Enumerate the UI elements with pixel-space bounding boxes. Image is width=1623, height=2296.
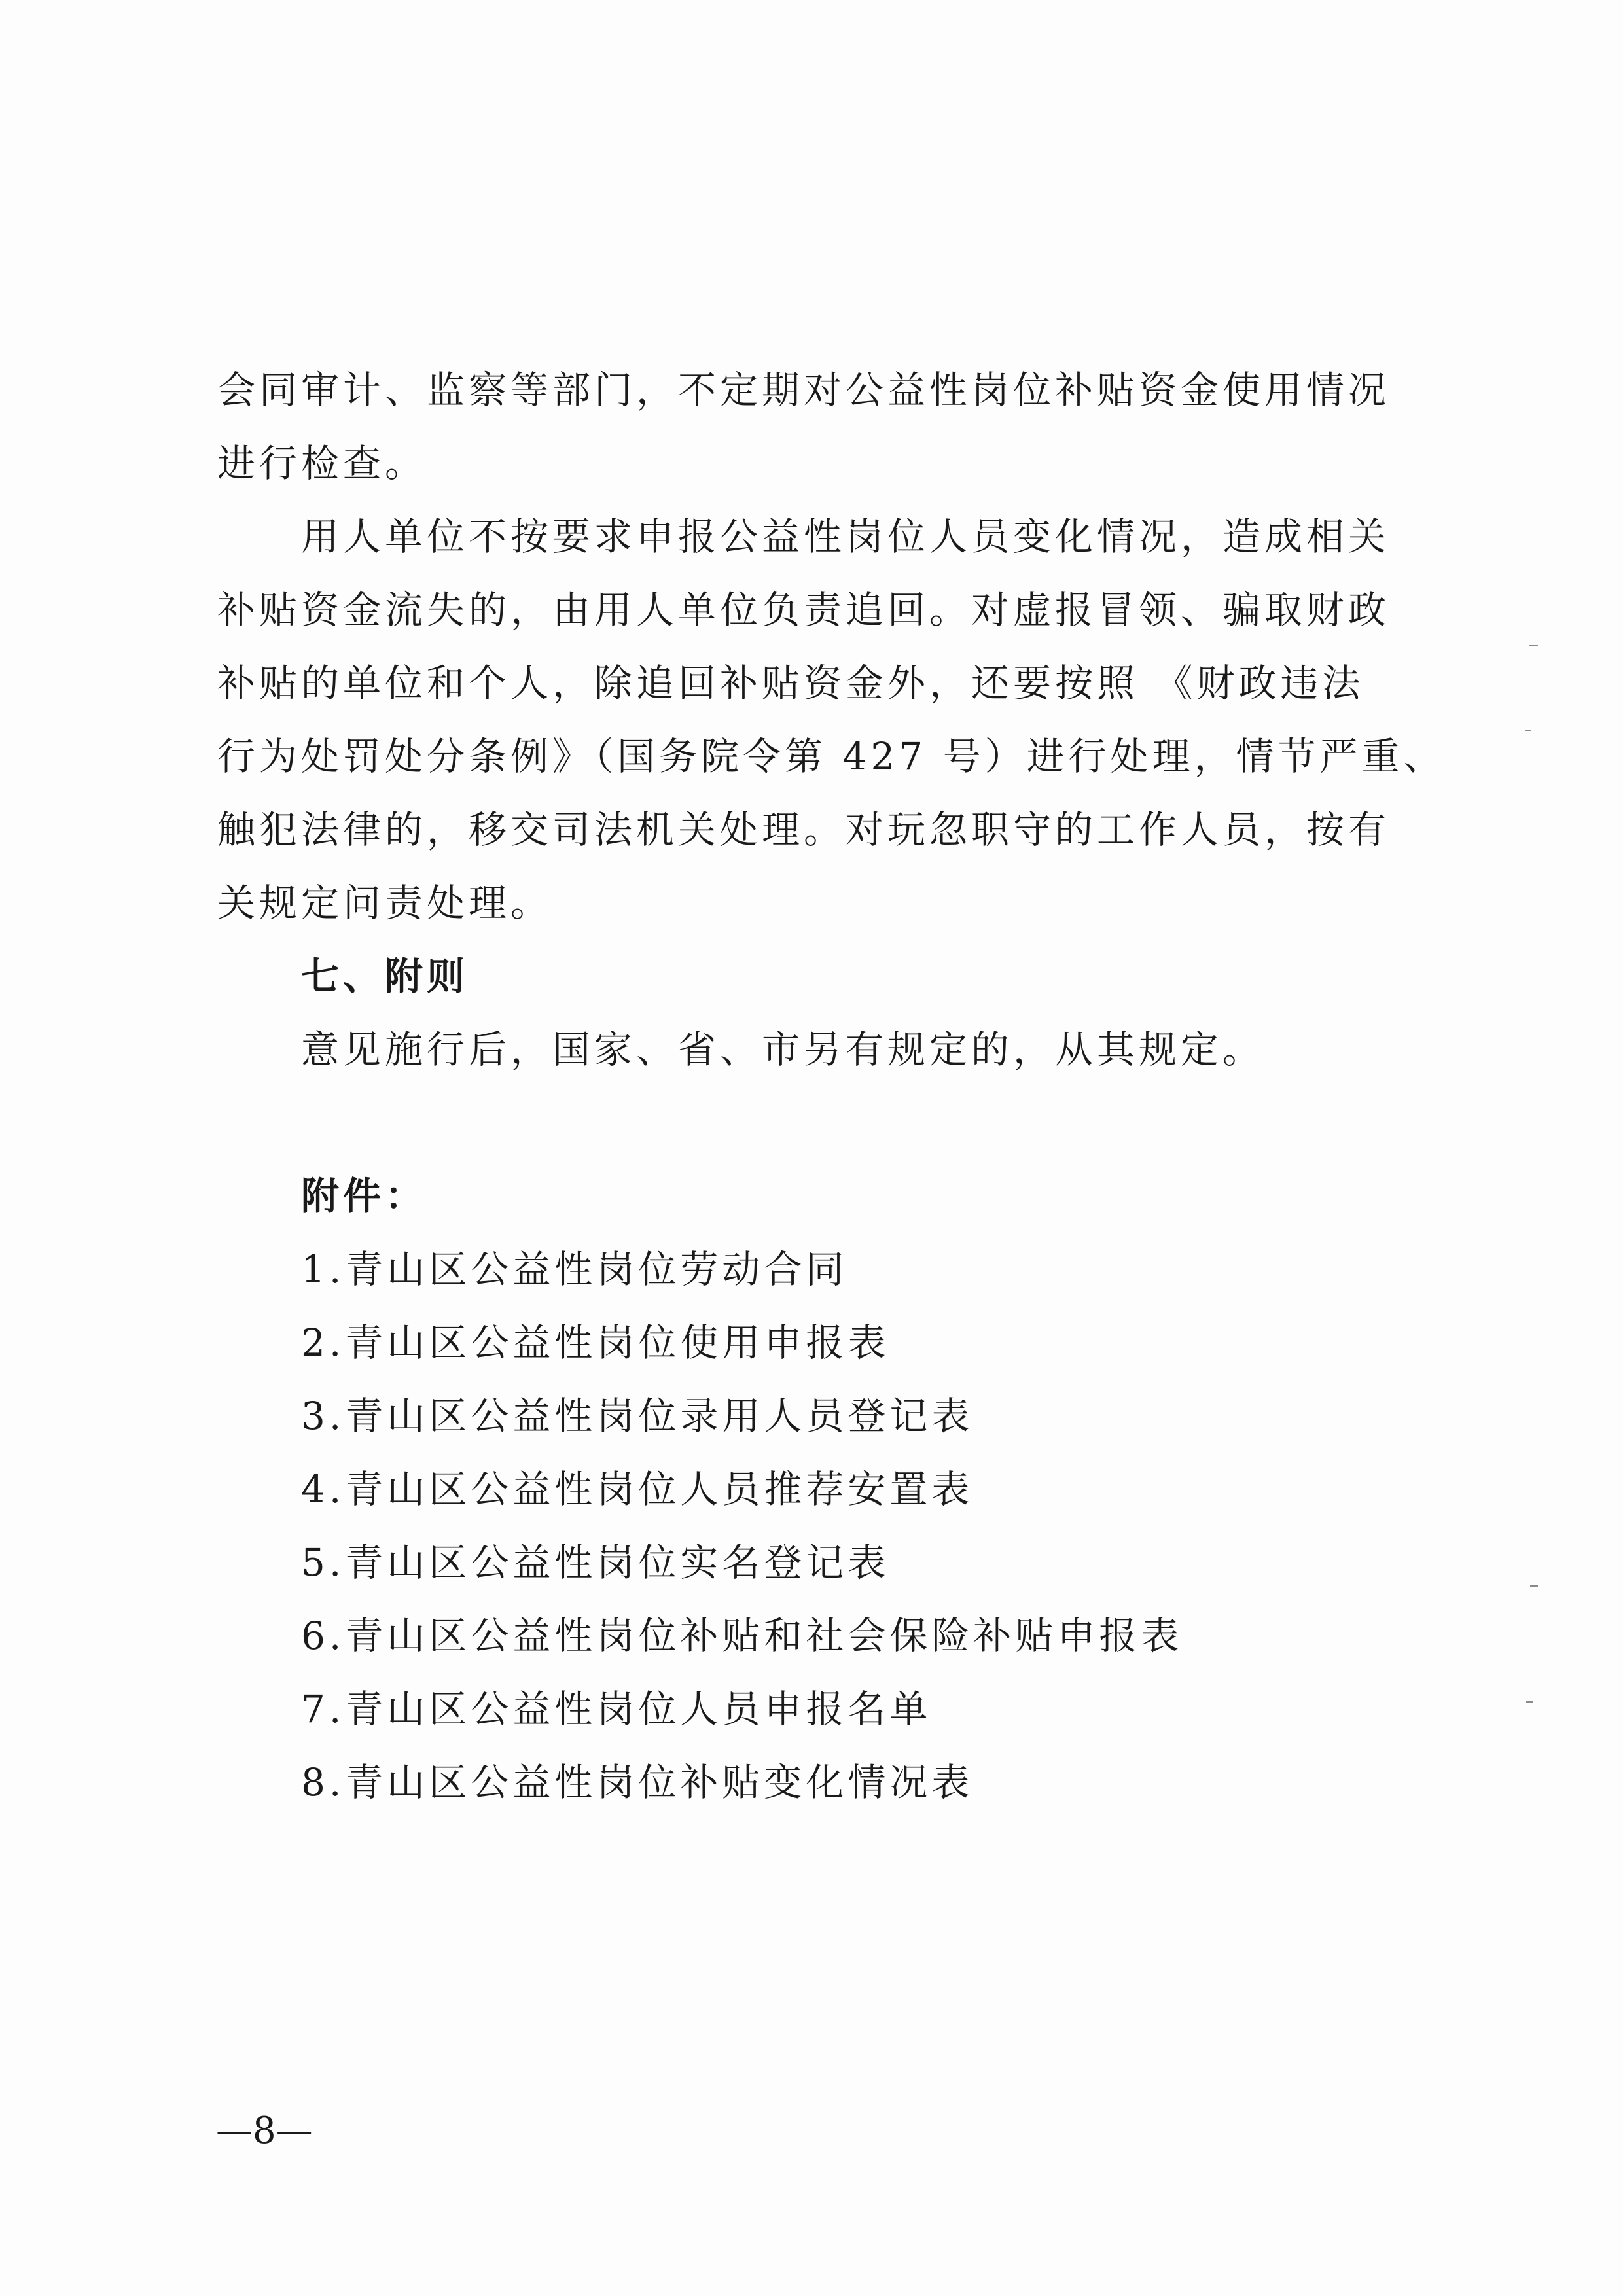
paragraph-line: 用人单位不按要求申报公益性岗位人员变化情况，造成相关 bbox=[301, 514, 1391, 559]
paragraph-line: 补贴的单位和个人，除追回补贴资金外，还要按照 《财政违法 bbox=[217, 661, 1364, 705]
attachment-item: 7.青山区公益性岗位人员申报名单 bbox=[301, 1687, 932, 1731]
attachment-item: 6.青山区公益性岗位补贴和社会保险补贴申报表 bbox=[301, 1614, 1183, 1658]
attachment-item: 1.青山区公益性岗位劳动合同 bbox=[301, 1247, 848, 1292]
paragraph-line: 关规定问责处理。 bbox=[217, 881, 553, 925]
paragraph-line: 触犯法律的，移交司法机关处理。对玩忽职守的工作人员，按有 bbox=[217, 807, 1391, 852]
scan-mark bbox=[1526, 1701, 1533, 1703]
scan-mark bbox=[1529, 645, 1538, 646]
attachment-item: 3.青山区公益性岗位录用人员登记表 bbox=[301, 1394, 974, 1438]
scan-mark bbox=[1525, 730, 1531, 731]
attachment-item: 4.青山区公益性岗位人员推荐安置表 bbox=[301, 1467, 974, 1511]
paragraph-line: 补贴资金流失的，由用人单位负责追回。对虚报冒领、骗取财政 bbox=[217, 588, 1391, 632]
attachment-item: 5.青山区公益性岗位实名登记表 bbox=[301, 1540, 890, 1585]
section-heading: 七、附则 bbox=[301, 954, 469, 998]
attachment-item: 8.青山区公益性岗位补贴变化情况表 bbox=[301, 1760, 974, 1805]
paragraph-line: 会同审计、监察等部门，不定期对公益性岗位补贴资金使用情况 bbox=[217, 368, 1391, 412]
paragraph-line: 进行检查。 bbox=[217, 441, 427, 486]
scan-mark bbox=[1530, 1585, 1538, 1587]
attachments-heading: 附件： bbox=[301, 1174, 427, 1218]
attachment-item: 2.青山区公益性岗位使用申报表 bbox=[301, 1320, 890, 1365]
page-number: —8— bbox=[216, 2110, 313, 2152]
paragraph-line: 行为处罚处分条例》（国务院令第 427 号）进行处理，情节严重、 bbox=[217, 734, 1446, 779]
section-text: 意见施行后，国家、省、市另有规定的，从其规定。 bbox=[301, 1027, 1265, 1072]
